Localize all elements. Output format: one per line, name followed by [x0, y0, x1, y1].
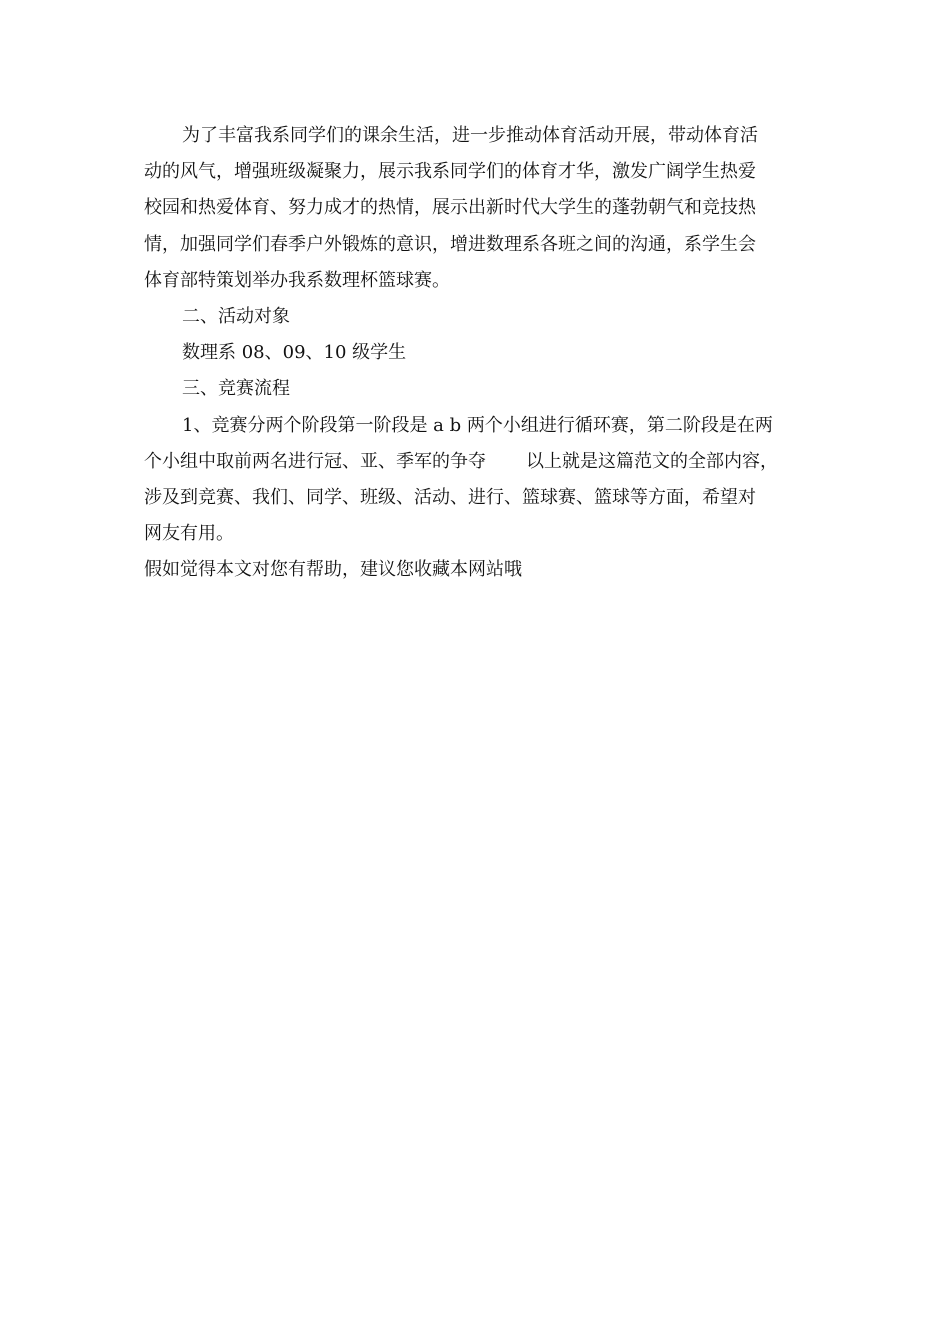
- section-heading-activity-target: 二、活动对象: [182, 305, 290, 327]
- closing-line-1: 涉及到竞赛、我们、同学、班级、活动、进行、篮球赛、篮球等方面，希望对: [144, 486, 756, 508]
- closing-line-2: 网友有用。: [144, 523, 234, 545]
- intro-line-1: 为了丰富我系同学们的课余生活，进一步推动体育活动开展，带动体育活: [182, 125, 758, 146]
- competition-process-item-1: 1、竞赛分两个阶段第一阶段是 a b 两个小组进行循环赛，第二阶段是在两: [182, 414, 773, 436]
- section-heading-competition-process: 三、竞赛流程: [182, 378, 290, 400]
- intro-line-4: 情，加强同学们春季户外锻炼的意识，增进数理系各班之间的沟通，系学生会: [144, 233, 756, 255]
- footer-note: 假如觉得本文对您有帮助，建议您收藏本网站哦: [144, 559, 522, 581]
- closing-sentence-start: 以上就是这篇范文的全部内容，: [526, 450, 778, 472]
- activity-target-text: 数理系 08、09、10 级学生: [182, 342, 407, 364]
- intro-line-5: 体育部特策划举办我系数理杯篮球赛。: [144, 269, 450, 291]
- document-body: [144, 118, 810, 588]
- intro-line-3: 校园和热爱体育、努力成才的热情，展示出新时代大学生的蓬勃朝气和竞技热: [144, 197, 756, 219]
- competition-process-item-1-continued: [144, 444, 810, 480]
- intro-line-2: 动的风气，增强班级凝聚力，展示我系同学们的体育才华，激发广阔学生热爱: [144, 161, 756, 183]
- competition-process-text: 个小组中取前两名进行冠、亚、季军的争夺: [144, 450, 486, 472]
